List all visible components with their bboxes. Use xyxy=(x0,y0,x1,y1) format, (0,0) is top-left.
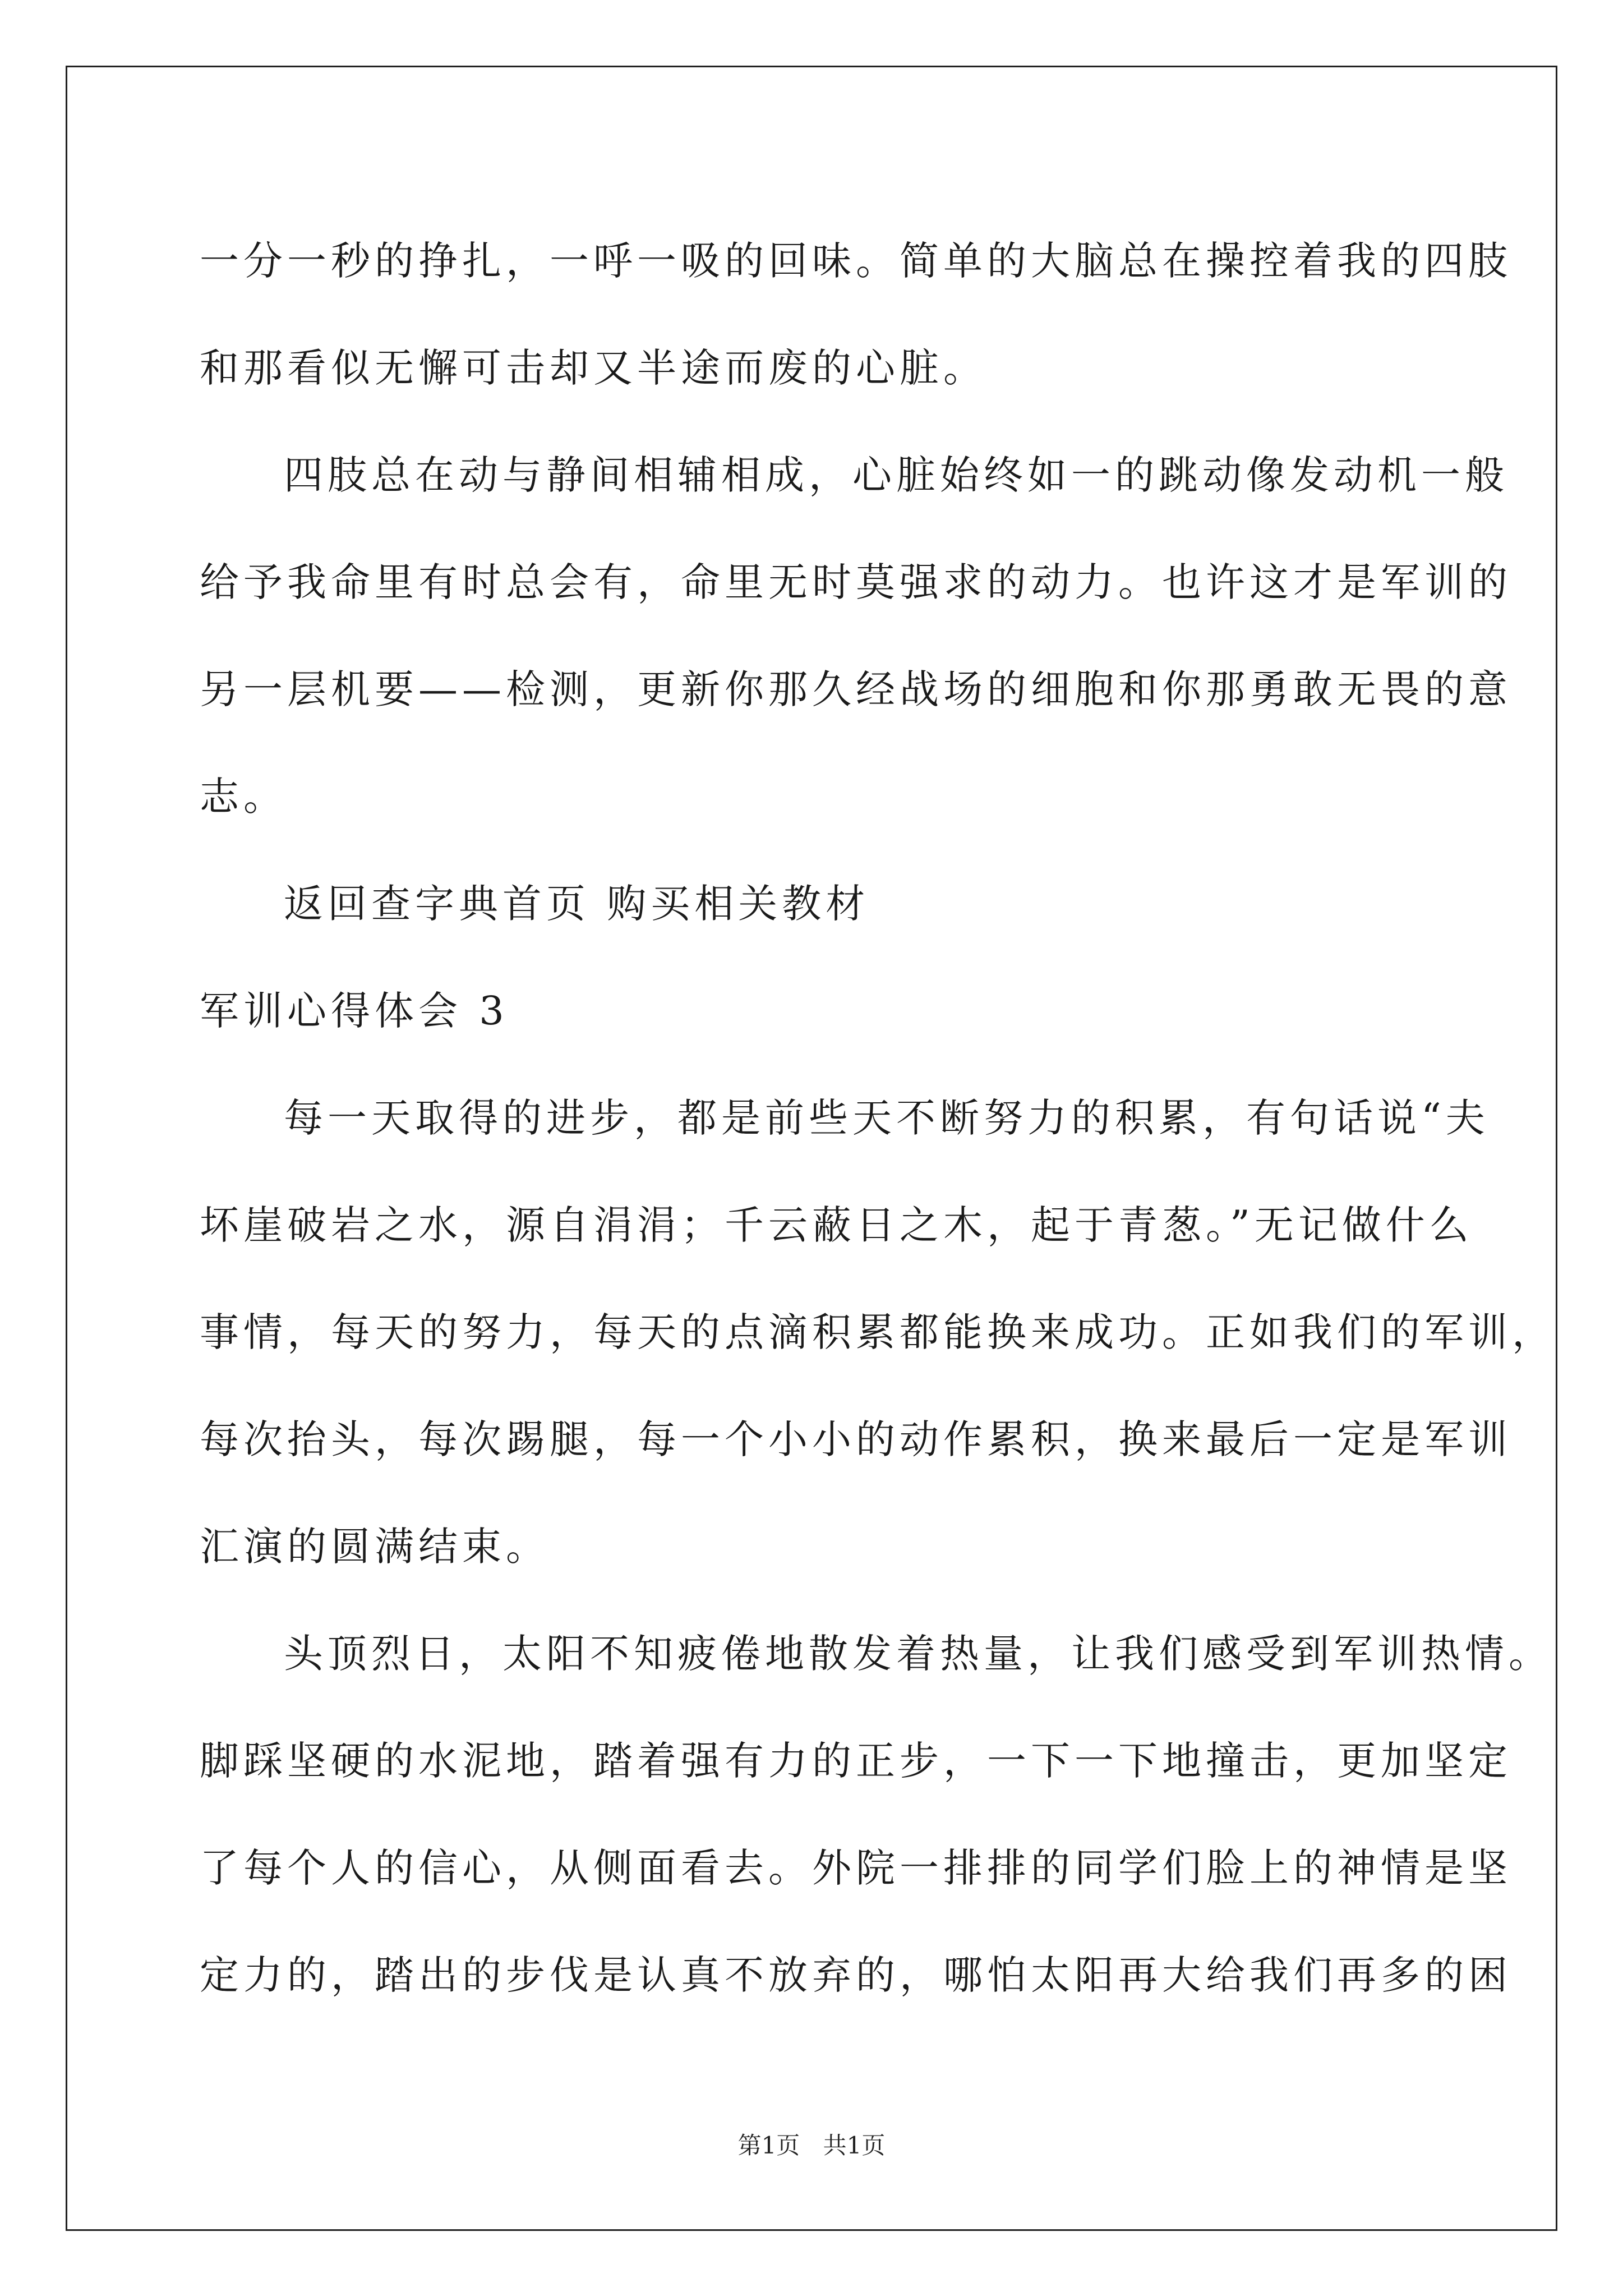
page-footer xyxy=(0,2129,1623,2162)
related-links[interactable]: 返回查字典首页 购买相关教材 xyxy=(284,881,870,927)
text-line: 另一层机要——检测，更新你那久经战场的细胞和你那勇敢无畏的意 xyxy=(200,666,1512,712)
text-line: 定力的，踏出的步伐是认真不放弃的，哪怕太阳再大给我们再多的困 xyxy=(200,1952,1512,1998)
text-line: 一分一秒的挣扎，一呼一吸的回味。简单的大脑总在操控着我的四肢 xyxy=(200,238,1512,284)
text-line: 给予我命里有时总会有，命里无时莫强求的动力。也许这才是军训的 xyxy=(200,559,1512,605)
text-line: 了每个人的信心，从侧面看去。外院一排排的同学们脸上的神情是坚 xyxy=(200,1845,1512,1891)
text-line: 每一天取得的进步，都是前些天不断努力的积累，有句话说“夫 xyxy=(284,1095,1490,1141)
section-heading: 军训心得体会 3 xyxy=(200,988,509,1034)
text-line: 志。 xyxy=(200,774,287,820)
text-line: 坏崖破岩之水，源自涓涓；千云蔽日之木，起于青葱。”无记做什么 xyxy=(200,1202,1473,1248)
document-body xyxy=(200,208,1556,2029)
text-line: 每次抬头，每次踢腿，每一个小小的动作累积，换来最后一定是军训 xyxy=(200,1416,1512,1462)
text-line: 头顶烈日，太阳不知疲倦地散发着热量，让我们感受到军训热情。 xyxy=(284,1631,1552,1677)
text-line: 四肢总在动与静间相辅相成，心脏始终如一的跳动像发动机一般 xyxy=(284,452,1509,498)
page-number: 第1页 xyxy=(737,2132,800,2159)
text-line: 和那看似无懈可击却又半途而废的心脏。 xyxy=(200,345,987,391)
text-line: 汇演的圆满结束。 xyxy=(200,1524,550,1570)
page-total: 共1页 xyxy=(823,2132,886,2159)
text-line: 脚踩坚硬的水泥地，踏着强有力的正步，一下一下地撞击，更加坚定 xyxy=(200,1738,1512,1784)
text-line: 事情，每天的努力，每天的点滴积累都能换来成功。正如我们的军训， xyxy=(200,1309,1556,1355)
